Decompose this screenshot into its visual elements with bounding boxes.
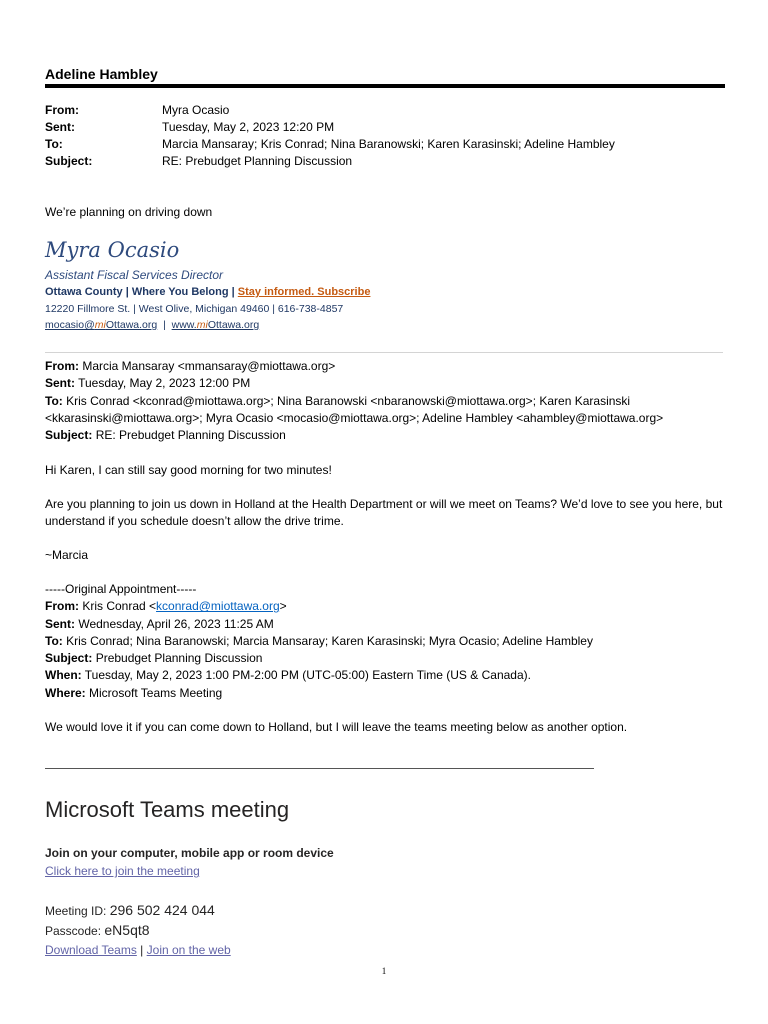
appointment-to-row: To: Kris Conrad; Nina Baranowski; Marcia Mansaray; Karen Karasinski; Myra Ocasio; Adeline Hambley: [45, 633, 593, 648]
subscribe-link[interactable]: Stay informed. Subscribe: [237, 286, 371, 298]
appointment-when-row: When: Tuesday, May 2, 2023 1:00 PM-2:00 PM (UTC-05:00) Eastern Time (US & Canada).: [45, 668, 531, 683]
quoted-paragraph: Are you planning to join us down in Holland at the Health Department or will we meet on Teams? We’d love to see you here, but understand if you schedule doesn’t allow the drive trime.: [45, 497, 723, 529]
meeting-id-label: Meeting ID:: [45, 904, 107, 918]
quoted-signoff: ~Marcia: [45, 548, 89, 562]
passcode-row: [45, 922, 150, 938]
teams-divider: [45, 768, 594, 769]
appointment-body: We would love it if you can come down to Holland, but I will leave the teams meeting below as another option.: [45, 720, 628, 734]
header-from-value: Myra Ocasio: [162, 103, 230, 117]
signature-org: Ottawa County: [45, 286, 123, 298]
header-to-value: Marcia Mansaray; Kris Conrad; Nina Baranowski; Karen Karasinski; Adeline Hambley: [162, 137, 615, 151]
quoted-header: [45, 358, 725, 444]
mi-logo-text: mi: [94, 319, 106, 331]
quoted-to-row: To: Kris Conrad <kconrad@miottawa.org>; Nina Baranowski <nbaranowski@miottawa.org>; Karen Karasinski <kkarasinski@miottawa.org>; Myra Ocasio <mocasio@miottawa.org>; Adeline Hambley <ahambley@miottawa.org>: [45, 393, 664, 425]
signature-email-link[interactable]: mocasio@miOttawa.org: [45, 319, 158, 331]
reply-body: We’re planning on driving down: [45, 205, 213, 219]
header-rule: [45, 84, 725, 88]
signature-name: Myra Ocasio: [45, 238, 180, 262]
quoted-sent-row: Sent: Tuesday, May 2, 2023 12:00 PM: [45, 376, 251, 391]
teams-links-row: [45, 943, 231, 957]
header-sent-label: Sent:: [45, 120, 75, 134]
signature-address: 12220 Fillmore St. | West Olive, Michigan 49460 | 616-738-4857: [45, 303, 344, 315]
quoted-from-row: From: Marcia Mansaray <mmansaray@miottawa.org>: [45, 359, 336, 373]
passcode-value: eN5qt8: [104, 922, 150, 938]
page-number: 1: [381, 966, 387, 976]
signature-slogan: Where You Belong: [131, 286, 229, 298]
appointment-marker: -----Original Appointment-----: [45, 582, 197, 596]
quoted-greeting: Hi Karen, I can still say good morning for two minutes!: [45, 463, 332, 477]
appointment-where-row: Where: Microsoft Teams Meeting: [45, 685, 223, 700]
download-teams-link[interactable]: Download Teams: [45, 943, 137, 957]
header-to-label: To:: [45, 137, 63, 151]
passcode-label: Passcode:: [45, 924, 102, 938]
meeting-id-row: [45, 902, 215, 918]
quoted-subject-row: Subject: RE: Prebudget Planning Discussion: [45, 428, 286, 443]
appointment-email-link[interactable]: kconrad@miottawa.org: [156, 599, 280, 614]
header-sent-value: Tuesday, May 2, 2023 12:20 PM: [162, 120, 335, 134]
join-heading: Join on your computer, mobile app or room device: [45, 846, 334, 860]
signature-links: [45, 319, 259, 331]
link-separator: |: [140, 943, 144, 957]
link-separator: |: [163, 319, 166, 331]
appointment-subject-row: Subject: Prebudget Planning Discussion: [45, 651, 263, 666]
signature-org-line: [45, 286, 370, 298]
appointment-from-row: From: Kris Conrad <kconrad@miottawa.org>: [45, 599, 287, 614]
mi-logo-text: mi: [196, 319, 208, 331]
quoted-separator: [45, 352, 723, 353]
teams-meeting-title: Microsoft Teams meeting: [45, 797, 290, 822]
signature-separator: |: [125, 286, 129, 298]
header-from-label: From:: [45, 103, 79, 117]
signature-website-link[interactable]: www.miOttawa.org: [171, 319, 260, 331]
appointment-block: [45, 581, 725, 702]
meeting-id-value: 296 502 424 044: [109, 902, 215, 918]
signature-separator: |: [231, 286, 235, 298]
join-on-web-link[interactable]: Join on the web: [146, 943, 231, 957]
mailbox-owner: Adeline Hambley: [45, 66, 158, 82]
signature-title: Assistant Fiscal Services Director: [45, 268, 224, 282]
header-subject-label: Subject:: [45, 154, 93, 168]
header-subject-value: RE: Prebudget Planning Discussion: [162, 154, 353, 168]
join-meeting-link[interactable]: Click here to join the meeting: [45, 864, 200, 878]
appointment-sent-row: Sent: Wednesday, April 26, 2023 11:25 AM: [45, 616, 274, 631]
